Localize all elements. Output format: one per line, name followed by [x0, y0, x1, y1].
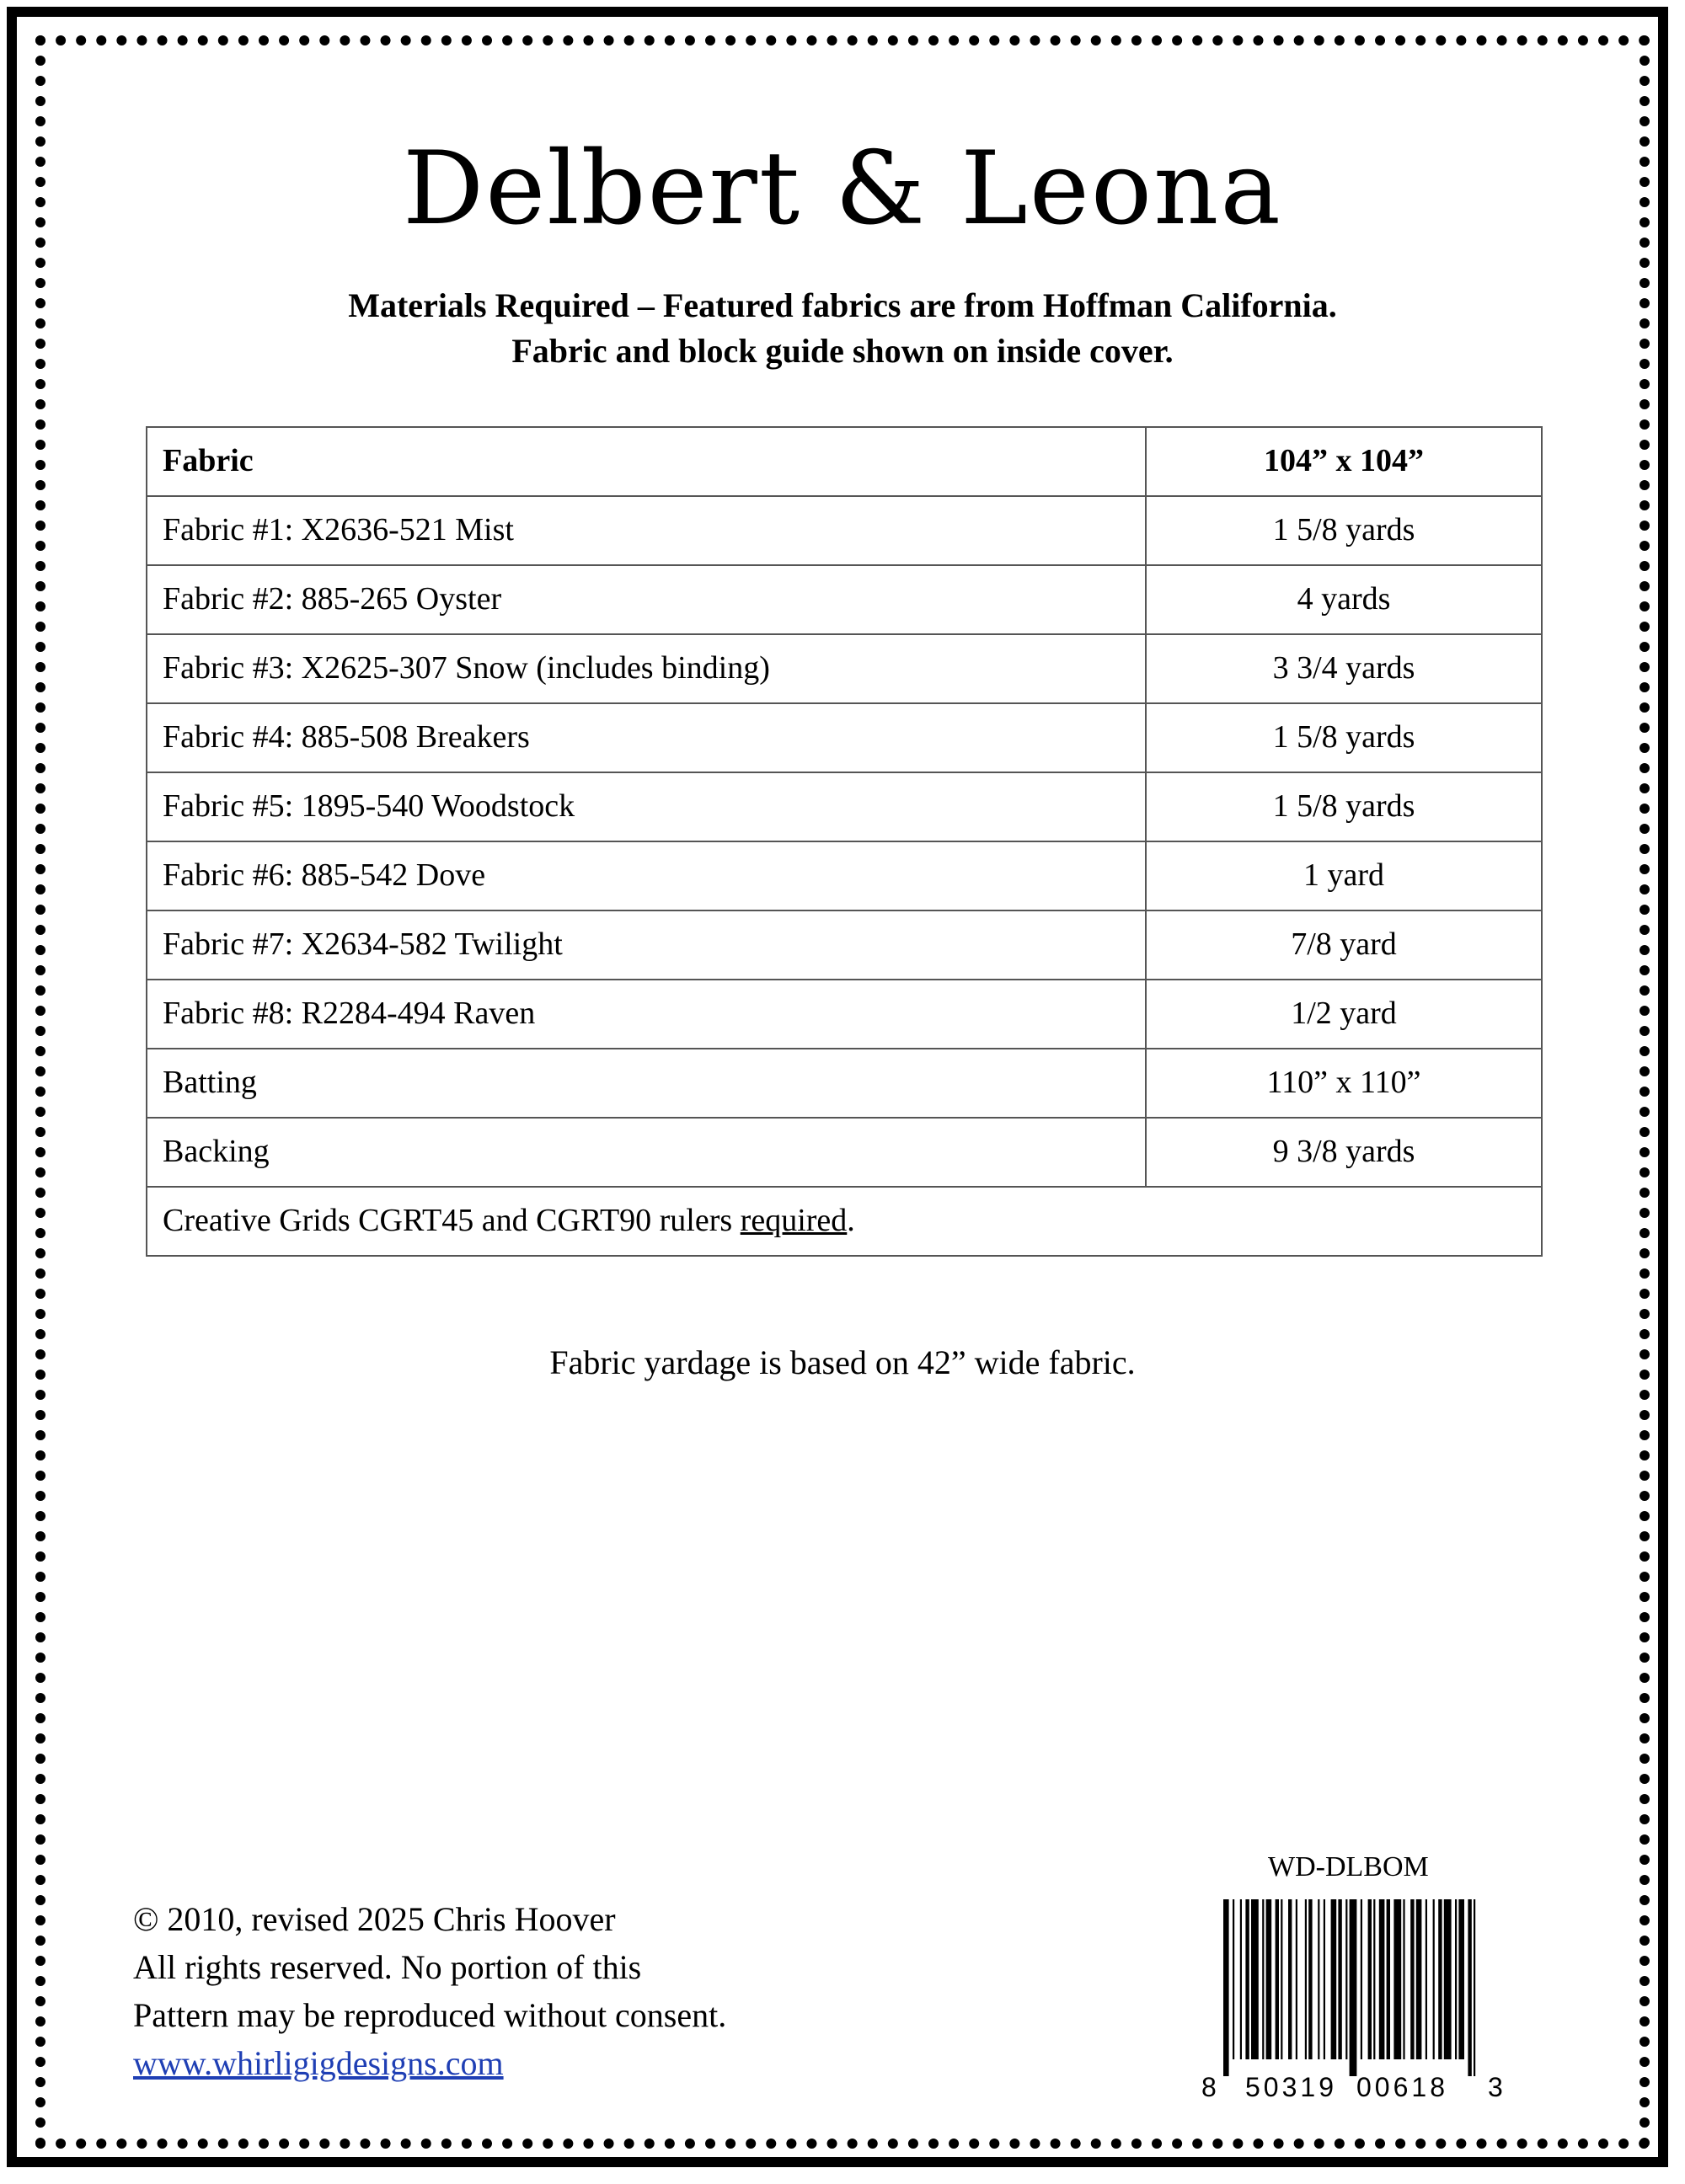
fabric-name: Fabric #5: 1895-540 Woodstock [147, 772, 1146, 841]
fabric-name: Fabric #3: X2625-307 Snow (includes binding) [147, 634, 1146, 703]
table-row [147, 634, 1542, 703]
table-row [147, 841, 1542, 910]
barcode-bar [1416, 1899, 1422, 2059]
fabric-name: Fabric #1: X2636-521 Mist [147, 496, 1146, 565]
fabric-amount: 1/2 yard [1146, 980, 1542, 1049]
barcode-bar [1438, 1899, 1442, 2059]
barcode-bar [1393, 1899, 1401, 2059]
barcode-bar [1455, 1899, 1457, 2059]
fabric-amount: 1 5/8 yards [1146, 496, 1542, 565]
barcode-bar [1426, 1899, 1427, 2059]
barcode-bar [1266, 1899, 1272, 2059]
fabric-amount: 1 5/8 yards [1146, 703, 1542, 772]
table-header-row [147, 427, 1542, 496]
header-size: 104” x 104” [1146, 427, 1542, 496]
barcode-bar [1433, 1899, 1435, 2059]
fabric-name: Fabric #7: X2634-582 Twilight [147, 910, 1146, 980]
table-row [147, 772, 1542, 841]
table-row [147, 565, 1542, 634]
barcode-bar [1387, 1899, 1390, 2059]
barcode-bar [1458, 1899, 1464, 2059]
barcode-bar [1379, 1899, 1385, 2059]
barcode-icon [1220, 1899, 1481, 2076]
barcode-bar [1373, 1899, 1375, 2059]
backing-label: Backing [147, 1118, 1146, 1187]
barcode-bar [1296, 1899, 1297, 2059]
barcode-bar [1468, 1899, 1471, 2076]
fabric-amount: 3 3/4 yards [1146, 634, 1542, 703]
fabric-table [146, 426, 1543, 1257]
barcode-bar [1245, 1899, 1249, 2059]
barcode-group-left: 50319 [1245, 2072, 1337, 2102]
materials-subtitle [0, 283, 1685, 374]
barcode-digit-last: 3 [1488, 2072, 1503, 2102]
barcode-bar [1361, 1899, 1362, 2059]
barcode-bar [1281, 1899, 1282, 2059]
table-row [147, 980, 1542, 1049]
sku-label: WD-DLBOM [1268, 1851, 1429, 1882]
barcode-bar [1345, 1899, 1347, 2059]
barcode-bar [1240, 1899, 1242, 2059]
table-row [147, 1049, 1542, 1118]
batting-label: Batting [147, 1049, 1146, 1118]
table-row [147, 910, 1542, 980]
barcode-bar [1288, 1899, 1292, 2059]
fabric-amount: 1 yard [1146, 841, 1542, 910]
fabric-name: Fabric #8: R2284-494 Raven [147, 980, 1146, 1049]
barcode-group-right: 00618 [1356, 2072, 1448, 2102]
subtitle-line-1: Materials Required – Featured fabrics are from Hoffman California. [348, 286, 1337, 324]
copyright-line-3: Pattern may be reproduced without consent. [133, 1996, 727, 2034]
rulers-required: required [740, 1203, 848, 1238]
copyright-line-2: All rights reserved. No portion of this [133, 1948, 642, 1986]
header-fabric: Fabric [147, 427, 1146, 496]
barcode-bar [1318, 1899, 1319, 2059]
table-row [147, 703, 1542, 772]
backing-amount: 9 3/8 yards [1146, 1118, 1542, 1187]
barcode-bar [1403, 1899, 1404, 2059]
barcode-bar [1331, 1899, 1337, 2059]
table-row [147, 1118, 1542, 1187]
barcode-bar [1251, 1899, 1259, 2059]
fabric-amount: 1 5/8 yards [1146, 772, 1542, 841]
fabric-name: Fabric #4: 885-508 Breakers [147, 703, 1146, 772]
barcode-bar [1233, 1899, 1234, 2059]
barcode-bar [1324, 1899, 1325, 2059]
barcode-digit-first: 8 [1201, 2072, 1217, 2102]
rulers-note [147, 1187, 1542, 1256]
barcode-bar [1223, 1899, 1229, 2076]
batting-size: 110” x 110” [1146, 1049, 1542, 1118]
fabric-name: Fabric #2: 885-265 Oyster [147, 565, 1146, 634]
barcode-bar [1308, 1899, 1312, 2059]
rulers-text: Creative Grids CGRT45 and CGRT90 rulers [163, 1203, 741, 1238]
barcode-bar [1305, 1899, 1307, 2059]
subtitle-line-2: Fabric and block guide shown on inside cover. [511, 332, 1174, 370]
copyright-block [133, 1895, 726, 2087]
table-footer-row [147, 1187, 1542, 1256]
barcode-bar [1444, 1899, 1452, 2059]
barcode-bar [1276, 1899, 1279, 2059]
barcode-bar [1338, 1899, 1341, 2059]
barcode-bar [1410, 1899, 1414, 2059]
barcode-bar [1474, 1899, 1475, 2076]
yardage-note: Fabric yardage is based on 42” wide fabric. [549, 1343, 1136, 1381]
rulers-period: . [847, 1203, 855, 1238]
copyright-line-1: © 2010, revised 2025 Chris Hoover [133, 1900, 616, 1938]
table-row [147, 496, 1542, 565]
fabric-amount: 7/8 yard [1146, 910, 1542, 980]
barcode-bar [1350, 1899, 1357, 2076]
barcode-bar [1368, 1899, 1372, 2059]
website-link[interactable]: www.whirligigdesigns.com [133, 2044, 504, 2082]
fabric-name: Fabric #6: 885-542 Dove [147, 841, 1146, 910]
fabric-amount: 4 yards [1146, 565, 1542, 634]
page-title: Delbert & Leona [403, 131, 1282, 248]
barcode-bar [1262, 1899, 1264, 2059]
